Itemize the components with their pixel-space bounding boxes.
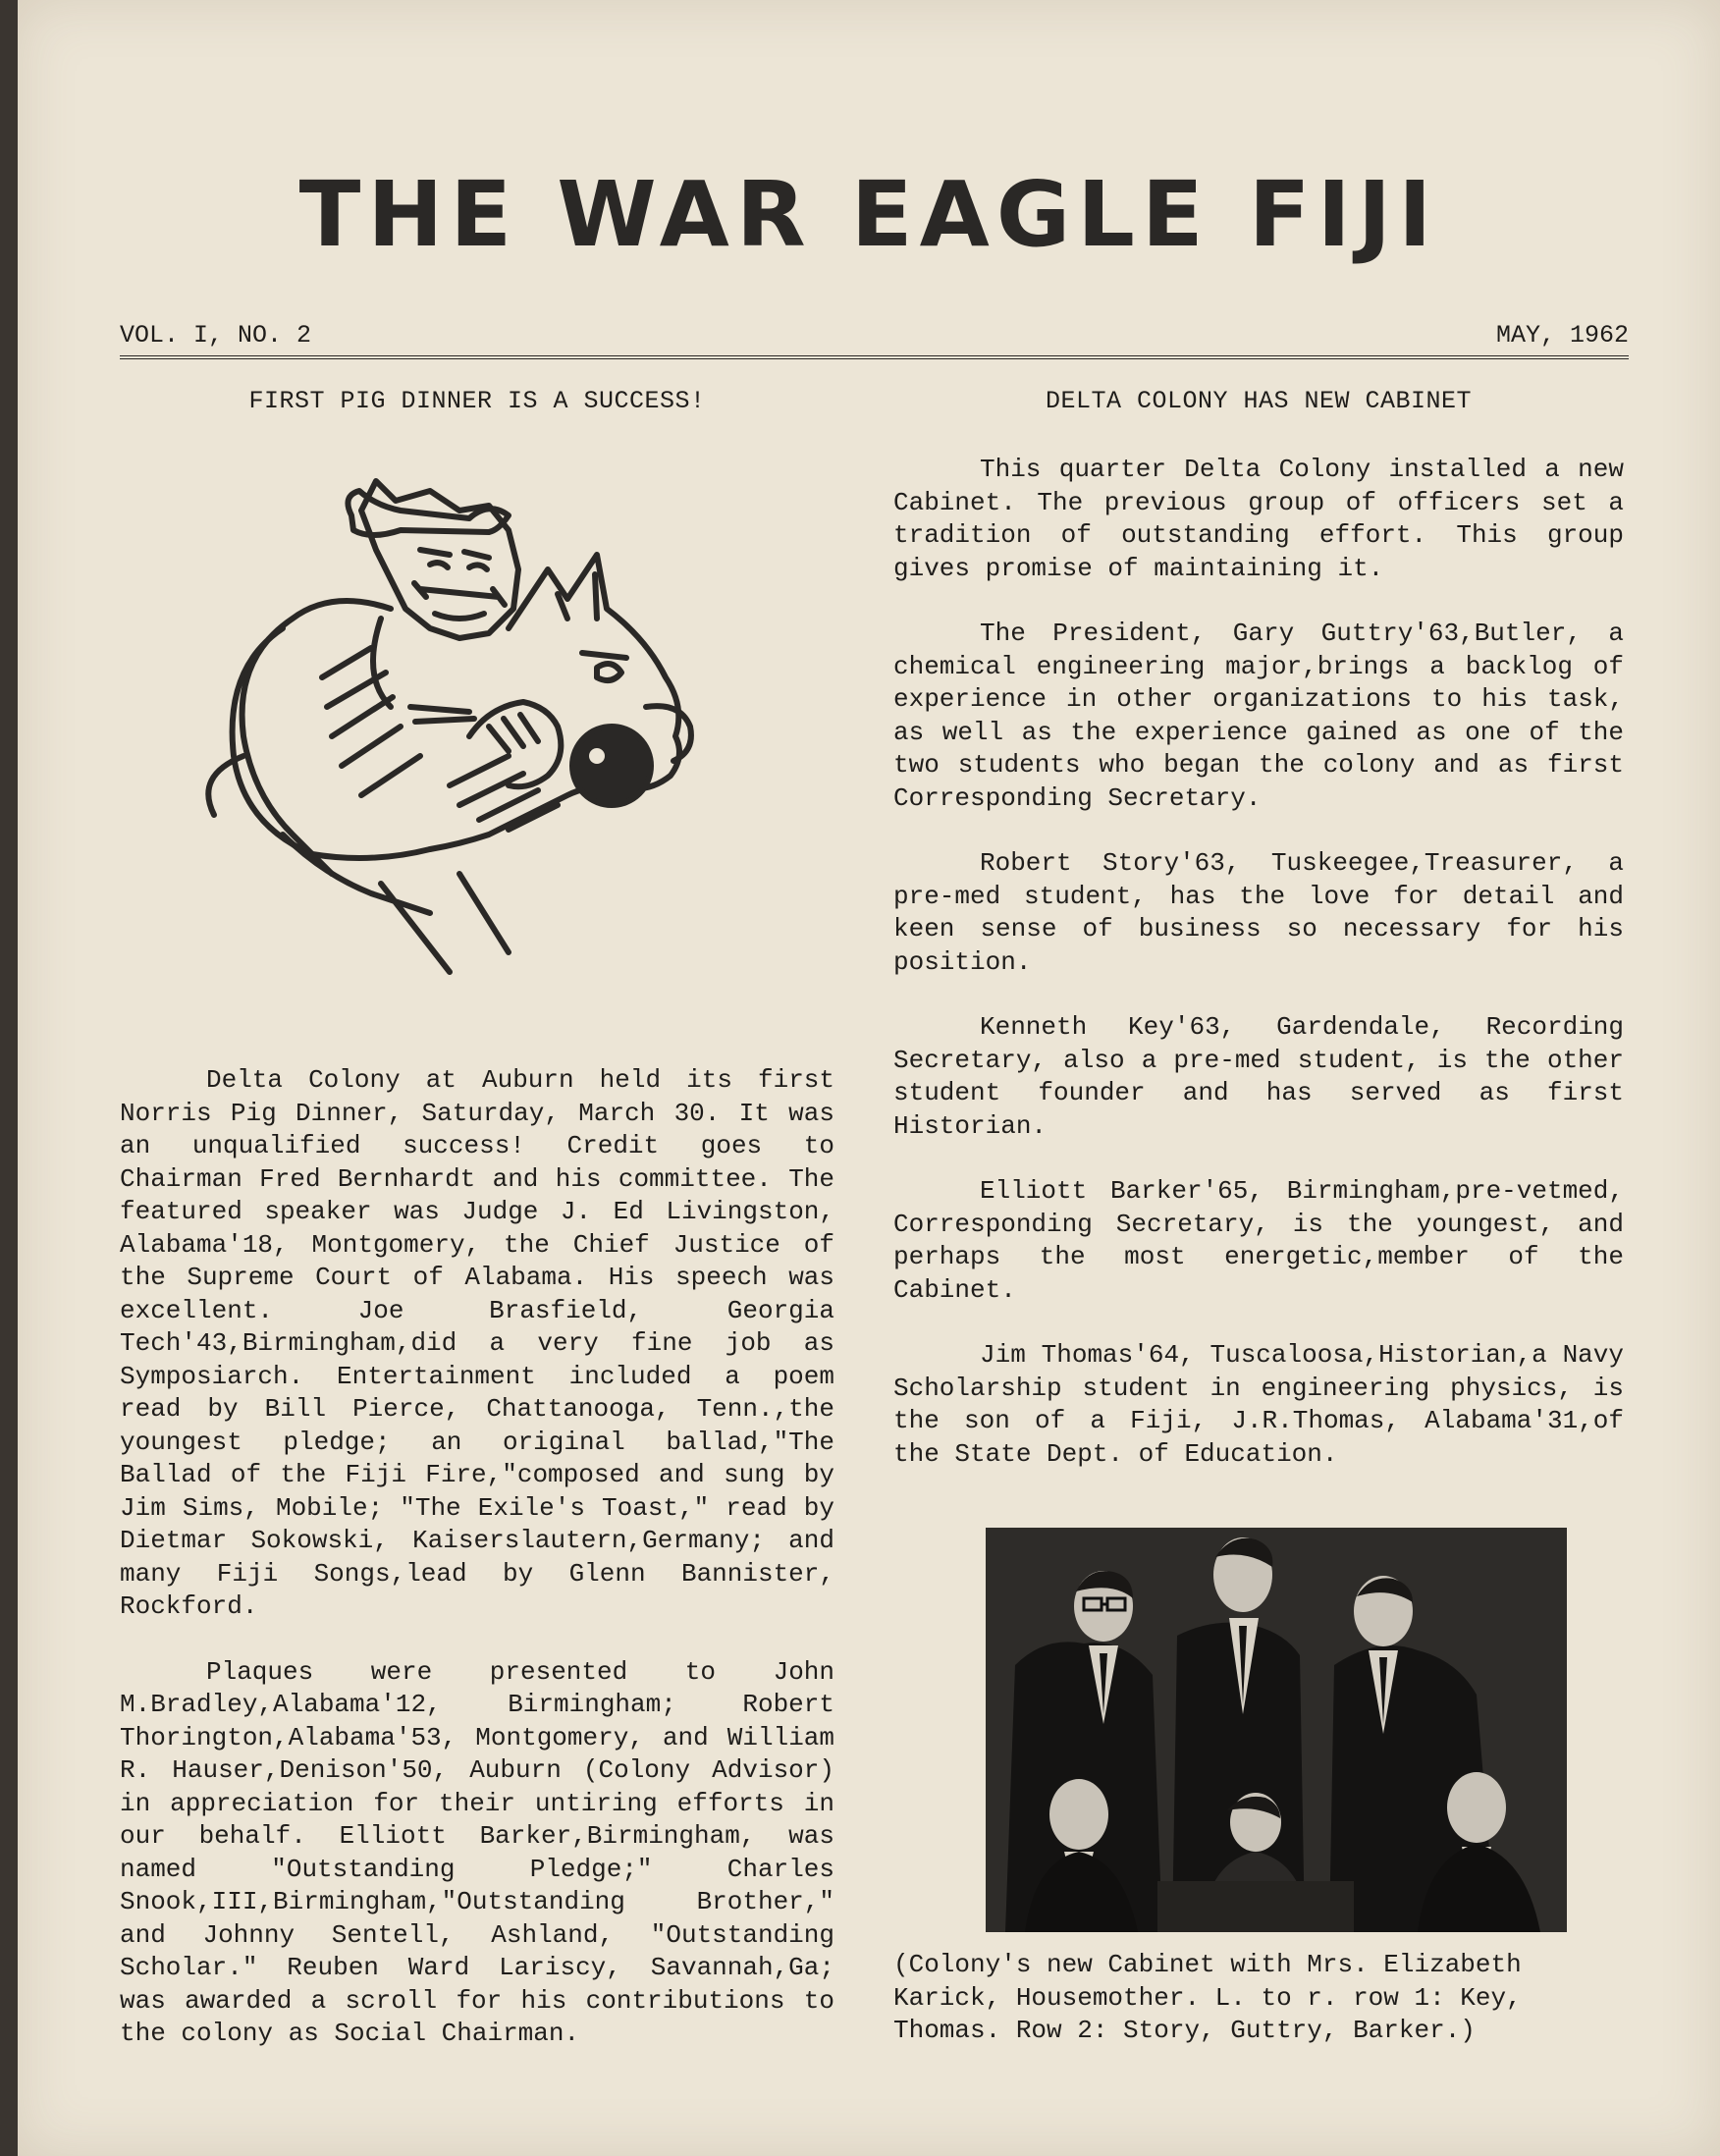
- issue-date: MAY, 1962: [1495, 321, 1629, 350]
- masthead-title: THE WAR EAGLE FIJI: [298, 162, 1439, 267]
- left-paragraph: Delta Colony at Auburn held its first Norris Pig Dinner, Saturday, March 30. It was an unqualified success! Credit goes to Chairman Fred Bernhardt and his committee. The featured speaker was Judge J. Ed Livingston, Alabama'18, Montgomery, the Chief Justice of the Supreme Court of Alabama. His speech was excellent. Joe Brasfield, Georgia Tech'43,Birmingham,did a very fine job as Symposiarch. Entertainment included a poem read by Bill Pierce, Chattanooga, Tenn.,the youngest pledge; an original ballad,"The Ballad of the Fiji Fire,"composed and sung by Jim Sims, Mobile; "The Exile's Toast," read by Dietmar Sokowski, Kaiserslautern,Germany; and many Fiji Songs,lead by Glenn Bannister, Rockford.: [120, 1065, 834, 1621]
- right-article-body: [893, 454, 1624, 1503]
- right-paragraph: Robert Story'63, Tuskeegee,Treasurer, a pre-med student, has the love for detail and keen sense of business so necessary for his position.: [893, 848, 1624, 977]
- right-paragraph: Kenneth Key'63, Gardendale, Recording Secretary, also a pre-med student, is the other student founder and has served as first Historian.: [893, 1012, 1624, 1141]
- right-column: [893, 377, 1624, 1469]
- newsletter-page: [18, 0, 1720, 2156]
- right-paragraph: This quarter Delta Colony installed a new Cabinet. The previous group of officers set a tradition of outstanding effort. This group gives promise of maintaining it.: [893, 455, 1624, 583]
- left-paragraph: Plaques were presented to John M.Bradley,Alabama'12, Birmingham; Robert Thorington,Alabama'53, Montgomery, and William R. Hauser,Denison'50, Auburn (Colony Advisor) in appreciation for their untiring efforts in our behalf. Elliott Barker,Birmingham, was named "Outstanding Pledge;" Charles Snook,III,Birmingham,"Outstanding Brother," and Johnny Sentell, Ashland, "Outstanding Scholar." Reuben Ward Lariscy, Savannah,Ga; was awarded a scroll for his contributions to the colony as Social Chairman.: [120, 1656, 834, 2048]
- cabinet-photo: [986, 1528, 1567, 1932]
- issue-bar: [120, 318, 1629, 359]
- right-paragraph: The President, Gary Guttry'63,Butler, a chemical engineering major,brings a backlog of experience in other organizations to his task, as well as the experience gained as one of the two students who began the colony and as first Corresponding Secretary.: [893, 619, 1624, 813]
- right-headline: DELTA COLONY HAS NEW CABINET: [1045, 387, 1473, 415]
- left-column: [120, 377, 834, 2048]
- photo-caption: (Colony's new Cabinet with Mrs. Elizabeth Karick, Housemother. L. to r. row 1: Key, Thomas. Row 2: Story, Guttry, Barker.): [893, 1950, 1522, 2045]
- right-paragraph: Elliott Barker'65, Birmingham,pre-vetmed, Corresponding Secretary, is the youngest, and perhaps the most energetic,member of the Cabinet.: [893, 1176, 1624, 1305]
- volume-number: VOL. I, NO. 2: [120, 321, 312, 350]
- left-headline: FIRST PIG DINNER IS A SUCCESS!: [248, 387, 706, 415]
- fiji-pig-illustration: [135, 461, 803, 992]
- right-paragraph: Jim Thomas'64, Tuscaloosa,Historian,a Navy Scholarship student in engineering physics, is the son of a Fiji, J.R.Thomas, Alabama'31,of the State Dept. of Education.: [893, 1340, 1624, 1469]
- left-article-body: [120, 1064, 834, 2083]
